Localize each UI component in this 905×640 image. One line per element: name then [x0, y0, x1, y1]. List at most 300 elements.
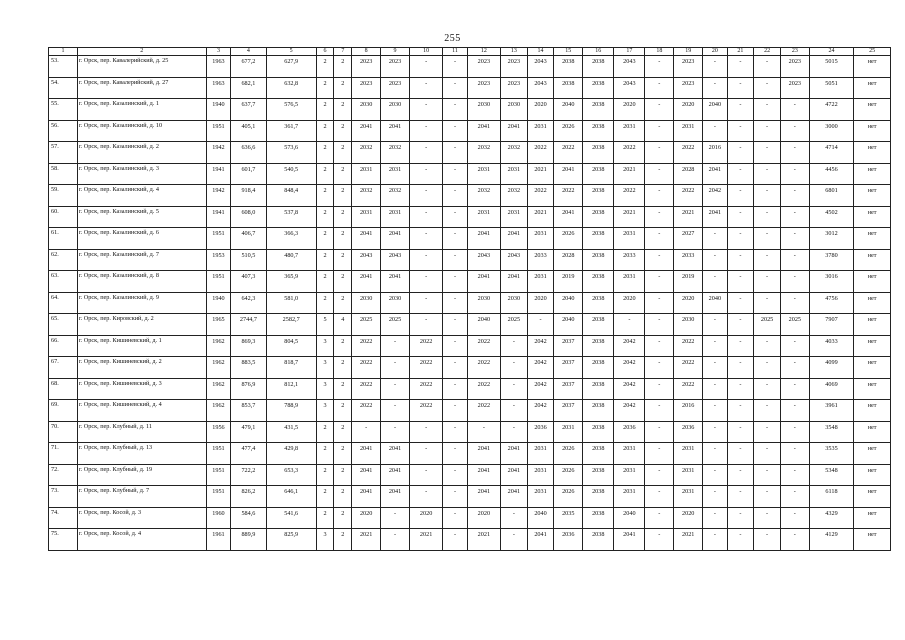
table-cell: 2025	[352, 314, 381, 336]
table-cell: 2	[334, 400, 352, 422]
table-cell: 2038	[583, 206, 614, 228]
table-cell: нет	[854, 378, 891, 400]
table-cell: 477,4	[231, 443, 267, 465]
table-cell: 2	[334, 357, 352, 379]
table-cell: 2042	[527, 378, 554, 400]
column-header: 3	[206, 48, 230, 56]
table-cell: -	[754, 206, 781, 228]
table-cell: 2040	[703, 292, 727, 314]
table-cell: -	[727, 163, 754, 185]
table-cell: 2038	[583, 421, 614, 443]
table-cell: 5051	[809, 77, 853, 99]
table-cell: 2	[316, 120, 334, 142]
address-cell: г. Орск, пер. Клубный, д. 7	[77, 486, 206, 508]
table-cell: 722,2	[231, 464, 267, 486]
table-cell: 2030	[381, 99, 410, 121]
table-cell: -	[501, 335, 528, 357]
table-cell: 876,9	[231, 378, 267, 400]
address-cell: г. Орск, пер. Кировский, д. 2	[77, 314, 206, 336]
column-header: 24	[809, 48, 853, 56]
table-cell: -	[754, 421, 781, 443]
table-cell: -	[727, 77, 754, 99]
address-cell: г. Орск, пер. Казалинский, д. 3	[77, 163, 206, 185]
table-cell: нет	[854, 464, 891, 486]
table-cell: 2042	[527, 335, 554, 357]
table-cell: -	[443, 357, 467, 379]
table-cell: 1963	[206, 77, 230, 99]
table-cell: 2042	[614, 378, 645, 400]
table-cell: 2032	[467, 142, 500, 164]
table-cell: -	[645, 486, 674, 508]
table-cell: 365,9	[266, 271, 316, 293]
table-cell: 2035	[554, 507, 583, 529]
table-cell: 1941	[206, 206, 230, 228]
table-cell: -	[754, 163, 781, 185]
table-cell: 3961	[809, 400, 853, 422]
table-cell: нет	[854, 486, 891, 508]
table-cell: 2038	[583, 120, 614, 142]
table-cell: 2031	[674, 486, 703, 508]
table-cell: -	[409, 77, 442, 99]
table-cell: 2041	[501, 271, 528, 293]
table-cell: 2041	[703, 206, 727, 228]
table-cell: нет	[854, 185, 891, 207]
row-number: 69.	[49, 400, 78, 422]
table-cell: -	[381, 529, 410, 551]
table-cell: -	[727, 271, 754, 293]
table-cell: 2032	[501, 185, 528, 207]
table-cell: -	[754, 507, 781, 529]
table-cell: 2043	[352, 249, 381, 271]
table-cell: нет	[854, 400, 891, 422]
table-cell: 2036	[554, 529, 583, 551]
table-cell: -	[780, 507, 809, 529]
table-cell: -	[780, 357, 809, 379]
table-cell: нет	[854, 335, 891, 357]
table-cell: 2022	[352, 378, 381, 400]
table-cell: 2021	[527, 163, 554, 185]
table-cell: 636,6	[231, 142, 267, 164]
table-cell: -	[703, 314, 727, 336]
column-header: 18	[645, 48, 674, 56]
table-cell: -	[703, 378, 727, 400]
table-cell: -	[703, 249, 727, 271]
table-cell: 2	[316, 56, 334, 78]
table-cell: 2020	[467, 507, 500, 529]
table-cell: 853,7	[231, 400, 267, 422]
table-cell: 4456	[809, 163, 853, 185]
table-cell: 2031	[381, 206, 410, 228]
table-cell: -	[727, 206, 754, 228]
column-header: 1	[49, 48, 78, 56]
table-cell: 4033	[809, 335, 853, 357]
column-header: 19	[674, 48, 703, 56]
table-cell: 804,5	[266, 335, 316, 357]
table-cell: 2022	[554, 142, 583, 164]
table-cell: 883,5	[231, 357, 267, 379]
table-cell: 2031	[352, 163, 381, 185]
address-cell: г. Орск, пер. Клубный, д. 13	[77, 443, 206, 465]
table-cell: 4099	[809, 357, 853, 379]
table-cell: -	[645, 99, 674, 121]
row-number: 74.	[49, 507, 78, 529]
table-row	[49, 142, 891, 164]
table-cell: 2021	[674, 529, 703, 551]
table-cell: 2023	[780, 56, 809, 78]
column-header: 11	[443, 48, 467, 56]
table-cell: 2	[334, 120, 352, 142]
table-cell: 2020	[614, 99, 645, 121]
table-row	[49, 56, 891, 78]
table-cell: 431,5	[266, 421, 316, 443]
table-cell: -	[727, 249, 754, 271]
address-cell: г. Орск, пер. Клубный, д. 19	[77, 464, 206, 486]
table-cell: -	[727, 378, 754, 400]
table-cell: 2032	[352, 185, 381, 207]
table-cell: -	[703, 400, 727, 422]
table-cell: -	[501, 421, 528, 443]
table-cell: -	[754, 292, 781, 314]
table-cell: 2026	[554, 486, 583, 508]
table-cell: -	[409, 443, 442, 465]
table-cell: 2022	[352, 335, 381, 357]
table-cell: -	[443, 99, 467, 121]
table-cell: 2041	[703, 163, 727, 185]
table-cell: 2031	[527, 228, 554, 250]
table-cell: нет	[854, 142, 891, 164]
table-cell: 2031	[674, 464, 703, 486]
address-cell: г. Орск, пер. Кишиневский, д. 2	[77, 357, 206, 379]
table-cell: -	[754, 185, 781, 207]
table-cell: 3	[316, 400, 334, 422]
table-cell: 2022	[527, 142, 554, 164]
column-header: 14	[527, 48, 554, 56]
table-cell: -	[409, 464, 442, 486]
table-cell: -	[409, 99, 442, 121]
table-cell: -	[727, 529, 754, 551]
table-cell: -	[527, 314, 554, 336]
table-cell: -	[381, 507, 410, 529]
table-cell: 2031	[614, 464, 645, 486]
table-cell: 1962	[206, 357, 230, 379]
table-row	[49, 292, 891, 314]
table-cell: 1941	[206, 163, 230, 185]
table-cell: 788,9	[266, 400, 316, 422]
column-header: 20	[703, 48, 727, 56]
table-cell: -	[409, 314, 442, 336]
table-cell: 1951	[206, 120, 230, 142]
table-cell: 2042	[614, 400, 645, 422]
table-cell: 2021	[614, 163, 645, 185]
table-cell: 2	[316, 163, 334, 185]
table-cell: 2023	[674, 56, 703, 78]
table-cell: -	[780, 163, 809, 185]
table-cell: 2038	[554, 56, 583, 78]
table-cell: 2041	[527, 529, 554, 551]
table-cell: -	[727, 99, 754, 121]
address-cell: г. Орск, пер. Казалинский, д. 8	[77, 271, 206, 293]
table-cell: -	[780, 292, 809, 314]
table-cell: 2043	[467, 249, 500, 271]
table-cell: нет	[854, 421, 891, 443]
table-cell: 2016	[674, 400, 703, 422]
row-number: 56.	[49, 120, 78, 142]
table-row	[49, 163, 891, 185]
table-cell: -	[443, 185, 467, 207]
row-number: 57.	[49, 142, 78, 164]
table-cell: нет	[854, 77, 891, 99]
table-cell: 3000	[809, 120, 853, 142]
table-cell: нет	[854, 249, 891, 271]
table-cell: 2021	[614, 206, 645, 228]
table-cell: 2	[334, 206, 352, 228]
table-cell: 3	[316, 378, 334, 400]
table-cell: 1942	[206, 142, 230, 164]
table-cell: -	[467, 421, 500, 443]
table-cell: 682,1	[231, 77, 267, 99]
table-cell: 2041	[381, 228, 410, 250]
table-cell: 2023	[501, 56, 528, 78]
table-cell: 2020	[527, 292, 554, 314]
table-cell: 632,8	[266, 77, 316, 99]
table-cell: -	[645, 77, 674, 99]
table-cell: 2	[334, 378, 352, 400]
table-cell: -	[727, 443, 754, 465]
table-cell: -	[409, 249, 442, 271]
table-cell: 2	[334, 228, 352, 250]
column-header: 16	[583, 48, 614, 56]
table-cell: -	[754, 56, 781, 78]
table-row	[49, 400, 891, 422]
table-cell: 848,4	[266, 185, 316, 207]
table-cell: 2022	[527, 185, 554, 207]
table-cell: 653,3	[266, 464, 316, 486]
table-cell: 2031	[527, 486, 554, 508]
table-cell: 2041	[352, 228, 381, 250]
table-cell: -	[443, 56, 467, 78]
column-header: 23	[780, 48, 809, 56]
table-cell: 2	[316, 228, 334, 250]
table-cell: 2022	[467, 378, 500, 400]
table-cell: -	[409, 486, 442, 508]
table-cell: -	[754, 228, 781, 250]
address-cell: г. Орск, пер. Клубный, д. 11	[77, 421, 206, 443]
table-cell: 918,4	[231, 185, 267, 207]
table-cell: -	[703, 120, 727, 142]
table-cell: 2026	[554, 228, 583, 250]
table-cell: 2041	[501, 443, 528, 465]
table-cell: 2031	[352, 206, 381, 228]
table-cell: -	[780, 206, 809, 228]
address-cell: г. Орск, пер. Казалинский, д. 4	[77, 185, 206, 207]
table-cell: -	[645, 292, 674, 314]
table-cell: 405,1	[231, 120, 267, 142]
table-cell: -	[645, 507, 674, 529]
table-cell: 2022	[467, 400, 500, 422]
table-cell: 2038	[583, 77, 614, 99]
table-cell: 2041	[554, 163, 583, 185]
table-cell: -	[645, 378, 674, 400]
table-cell: 2041	[381, 443, 410, 465]
table-cell: 2038	[583, 314, 614, 336]
table-cell: -	[703, 421, 727, 443]
table-cell: 2	[316, 271, 334, 293]
table-cell: 601,7	[231, 163, 267, 185]
table-cell: 480,7	[266, 249, 316, 271]
table-cell: 2	[316, 206, 334, 228]
table-cell: 2020	[674, 99, 703, 121]
table-cell: 2021	[467, 529, 500, 551]
table-cell: 2022	[409, 378, 442, 400]
table-cell: 3	[316, 335, 334, 357]
table-cell: 510,5	[231, 249, 267, 271]
address-cell: г. Орск, пер. Косой, д. 4	[77, 529, 206, 551]
table-row	[49, 464, 891, 486]
table-cell: -	[409, 206, 442, 228]
table-cell: 2022	[674, 335, 703, 357]
row-number: 63.	[49, 271, 78, 293]
table-row	[49, 443, 891, 465]
table-cell: 642,3	[231, 292, 267, 314]
table-row	[49, 335, 891, 357]
address-cell: г. Орск, пер. Казалинский, д. 6	[77, 228, 206, 250]
table-cell: -	[703, 486, 727, 508]
table-cell: 2021	[352, 529, 381, 551]
table-row	[49, 206, 891, 228]
table-cell: 479,1	[231, 421, 267, 443]
table-cell: 2	[316, 486, 334, 508]
table-cell: 2038	[583, 529, 614, 551]
table-cell: 2038	[583, 185, 614, 207]
table-cell: 2026	[554, 443, 583, 465]
table-cell: 825,9	[266, 529, 316, 551]
table-cell: 2	[334, 142, 352, 164]
table-cell: 581,0	[266, 292, 316, 314]
table-cell: 2038	[583, 228, 614, 250]
table-cell: 5348	[809, 464, 853, 486]
row-number: 62.	[49, 249, 78, 271]
table-cell: 2041	[352, 486, 381, 508]
table-cell: -	[645, 228, 674, 250]
table-cell: 3016	[809, 271, 853, 293]
table-cell: 2028	[554, 249, 583, 271]
row-number: 72.	[49, 464, 78, 486]
table-cell: 2	[334, 77, 352, 99]
table-cell: -	[409, 56, 442, 78]
table-cell: нет	[854, 120, 891, 142]
table-cell: 2	[334, 99, 352, 121]
table-cell: 2041	[467, 486, 500, 508]
table-cell: 3780	[809, 249, 853, 271]
table-cell: 2031	[467, 206, 500, 228]
table-cell: -	[443, 120, 467, 142]
table-cell: 1962	[206, 400, 230, 422]
table-cell: 2043	[527, 77, 554, 99]
table-cell: -	[409, 142, 442, 164]
row-number: 58.	[49, 163, 78, 185]
table-cell: 2022	[554, 185, 583, 207]
row-number: 67.	[49, 357, 78, 379]
table-cell: -	[443, 443, 467, 465]
table-cell: 608,0	[231, 206, 267, 228]
table-cell: 2	[316, 443, 334, 465]
table-cell: -	[703, 77, 727, 99]
table-cell: 2036	[614, 421, 645, 443]
table-cell: 2031	[527, 271, 554, 293]
table-cell: -	[780, 120, 809, 142]
table-cell: 2041	[352, 464, 381, 486]
table-cell: 4502	[809, 206, 853, 228]
table-cell: 2041	[501, 486, 528, 508]
table-cell: 2020	[614, 292, 645, 314]
table-cell: 2041	[554, 206, 583, 228]
table-cell: 2031	[674, 443, 703, 465]
column-header: 4	[231, 48, 267, 56]
table-cell: 2041	[467, 271, 500, 293]
table-cell: 2	[334, 421, 352, 443]
table-row	[49, 357, 891, 379]
table-cell: -	[754, 378, 781, 400]
table-cell: 2031	[614, 228, 645, 250]
table-cell: 2043	[614, 77, 645, 99]
table-cell: -	[780, 271, 809, 293]
table-cell: 2030	[467, 292, 500, 314]
table-cell: 2	[334, 271, 352, 293]
table-cell: 677,2	[231, 56, 267, 78]
table-cell: 573,6	[266, 142, 316, 164]
table-cell: 646,1	[266, 486, 316, 508]
table-cell: 2	[316, 464, 334, 486]
table-cell: 2022	[409, 400, 442, 422]
table-cell: 1963	[206, 56, 230, 78]
table-cell: 4329	[809, 507, 853, 529]
table-cell: -	[645, 314, 674, 336]
table-cell: 576,5	[266, 99, 316, 121]
table-cell: 2	[316, 507, 334, 529]
table-cell: -	[703, 507, 727, 529]
table-cell: 2031	[554, 421, 583, 443]
table-cell: -	[409, 163, 442, 185]
table-cell: 2	[334, 529, 352, 551]
row-number: 71.	[49, 443, 78, 465]
table-cell: 2	[334, 292, 352, 314]
table-cell: 2027	[674, 228, 703, 250]
table-cell: -	[443, 378, 467, 400]
table-cell: -	[780, 249, 809, 271]
table-cell: нет	[854, 443, 891, 465]
table-cell: 2030	[352, 99, 381, 121]
address-cell: г. Орск, пер. Казалинский, д. 9	[77, 292, 206, 314]
table-cell: 1951	[206, 443, 230, 465]
table-cell: нет	[854, 56, 891, 78]
table-cell: 2041	[352, 443, 381, 465]
column-header: 9	[381, 48, 410, 56]
table-cell: -	[703, 228, 727, 250]
table-cell: 2030	[674, 314, 703, 336]
address-cell: г. Орск, пер. Кишиневский, д. 4	[77, 400, 206, 422]
table-cell: -	[780, 464, 809, 486]
table-cell: 2031	[467, 163, 500, 185]
table-cell: 637,7	[231, 99, 267, 121]
table-cell: -	[727, 507, 754, 529]
table-cell: 2	[334, 486, 352, 508]
table-cell: 2038	[583, 486, 614, 508]
table-cell: -	[754, 486, 781, 508]
table-cell: -	[645, 120, 674, 142]
table-cell: 2041	[381, 120, 410, 142]
table-cell: -	[443, 292, 467, 314]
table-cell: 812,1	[266, 378, 316, 400]
